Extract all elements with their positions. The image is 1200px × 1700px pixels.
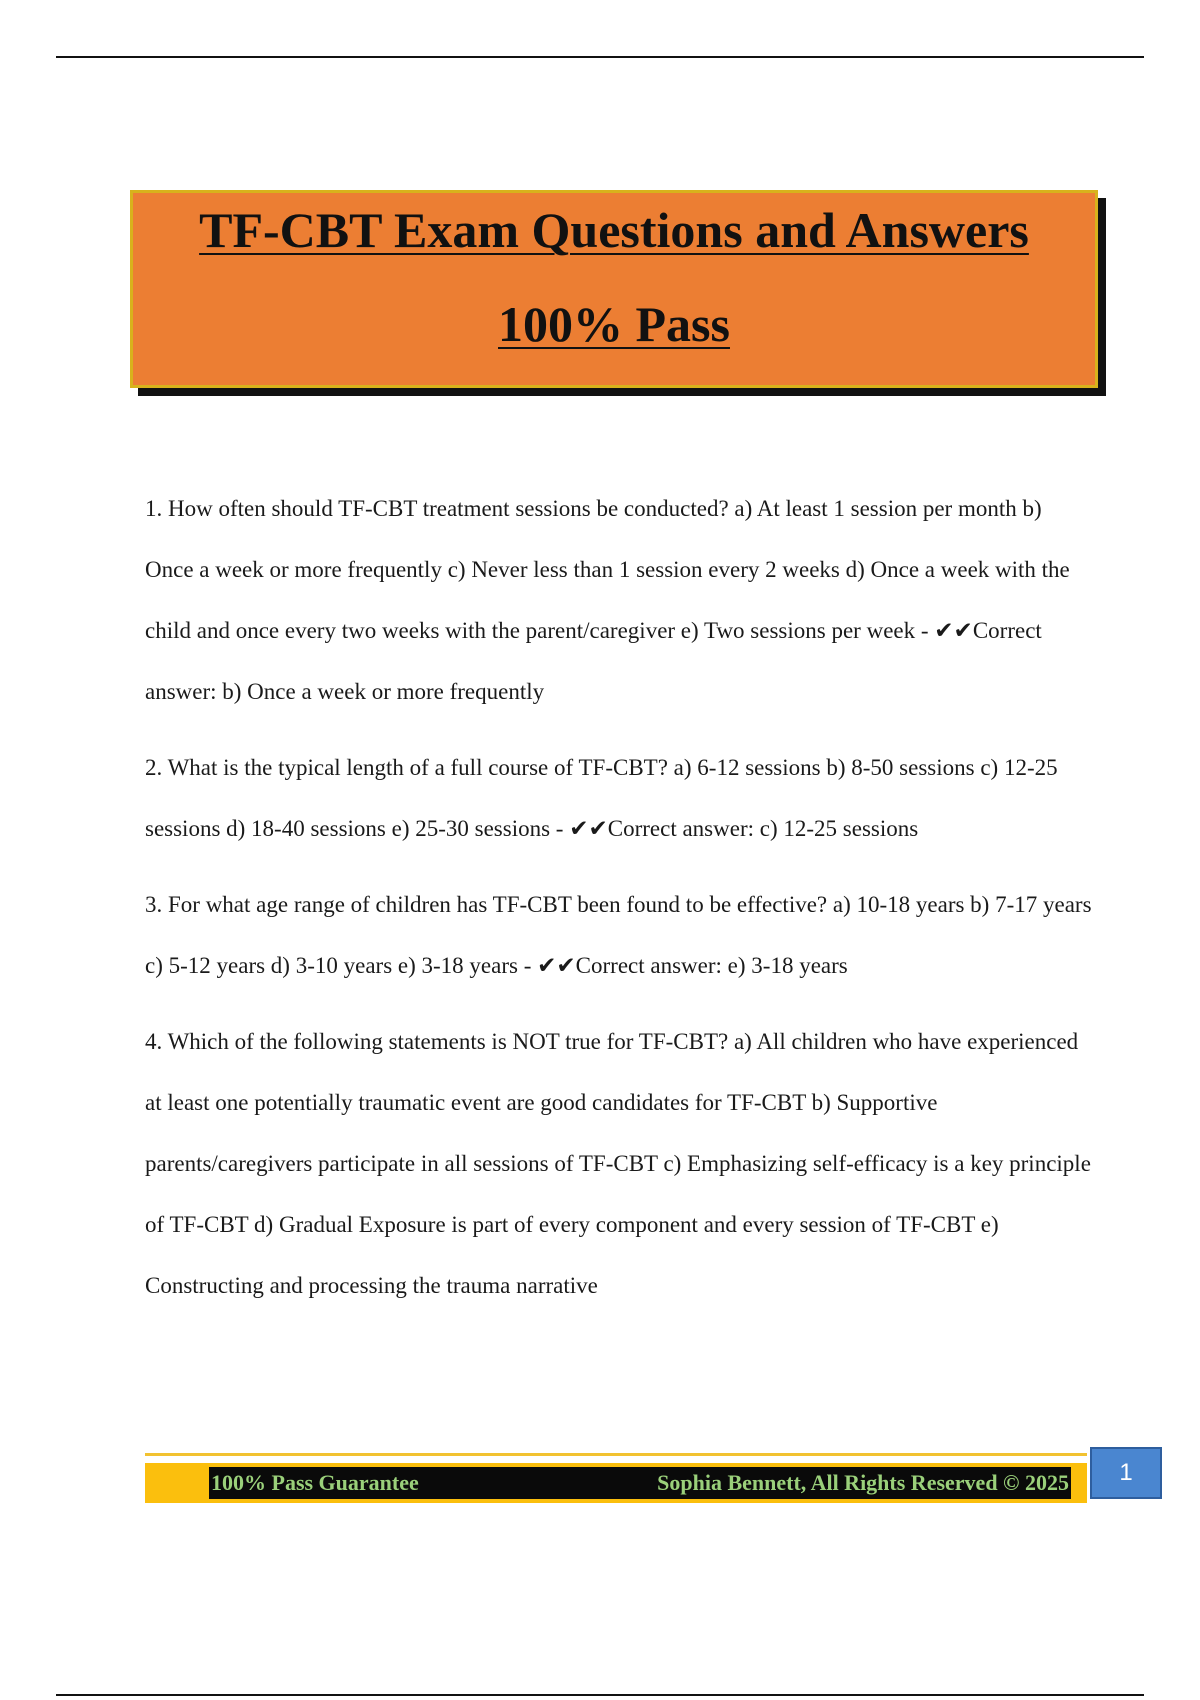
question-item-2	[145, 737, 1095, 859]
question-text: 2. What is the typical length of a full course of TF-CBT? a) 6-12 sessions b) 8-50 sessions c) 12-25 sessions d) 18-40 sessions e) 25-30 sessions -	[145, 755, 1058, 841]
question-item-3	[145, 874, 1095, 996]
correct-answer: ✔✔Correct answer: c) 12-25 sessions	[569, 816, 919, 841]
question-list	[145, 478, 1095, 1331]
question-item-1	[145, 478, 1095, 722]
footer-guarantee-text: 100% Pass Guarantee	[211, 1470, 419, 1495]
question-text: 1. How often should TF-CBT treatment sessions be conducted? a) At least 1 session per month b) Once a week or more frequently c) Never less than 1 session every 2 weeks d) Once a week with the child and once every two weeks with the parent/caregiver e) Two sessions per week -	[145, 496, 1070, 643]
document-title: TF-CBT Exam Questions and Answers	[199, 202, 1029, 258]
question-item-4	[145, 1011, 1095, 1316]
title-banner	[130, 190, 1098, 388]
correct-answer: ✔✔Correct answer: e) 3-18 years	[537, 953, 848, 978]
correct-answer: ✔✔Correct answer: b) Once a week or more frequently	[145, 618, 1042, 704]
footer-divider	[145, 1453, 1087, 1456]
question-text: 4. Which of the following statements is NOT true for TF-CBT? a) All children who have experienced at least one potentially traumatic event are good candidates for TF-CBT b) Supportive parents/caregivers participate in all sessions of TF-CBT c) Emphasizing self-efficacy is a key principle of TF-CBT d) Gradual Exposure is part of every component and every session of TF-CBT e) Constructing and processing the trauma narrative	[145, 1029, 1091, 1298]
bottom-rule	[56, 1694, 1144, 1696]
document-subtitle: 100% Pass	[498, 296, 730, 352]
footer-copyright-text: Sophia Bennett, All Rights Reserved © 2025	[657, 1470, 1069, 1495]
page-footer	[145, 1453, 1087, 1505]
top-rule	[56, 56, 1144, 58]
page-number-badge: 1	[1090, 1447, 1162, 1499]
question-text: 3. For what age range of children has TF-CBT been found to be effective? a) 10-18 years b) 7-17 years c) 5-12 years d) 3-10 years e) 3-18 years -	[145, 892, 1092, 978]
